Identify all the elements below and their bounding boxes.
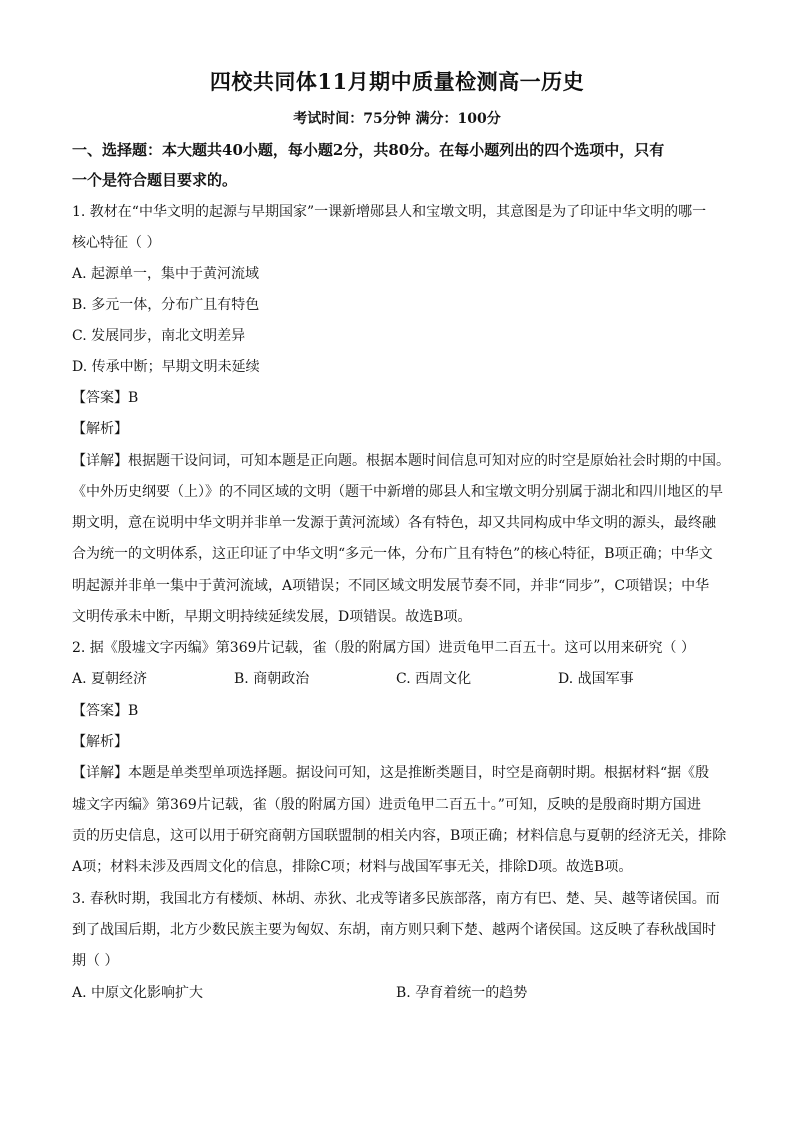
q3-stem-line: 3. 春秋时期，我国北方有楼烦、林胡、赤狄、北戎等诸多民族部落，南方有巴、楚、吴、越等诸侯国。而 (72, 891, 720, 907)
q1-detail-line: 期文明，意在说明中华文明并非单一发源于黄河流域）各有特色，却又共同构成中华文明的源头，最终融 (72, 515, 716, 531)
q1-detail-line: 《中外历史纲要（上）》的不同区域的文明（题干中新增的郧县人和宝墩文明分别属于湖北和四川地区的早 (72, 484, 723, 500)
q2-detail-line: A项；材料未涉及西周文化的信息，排除C项；材料与战国军事无关，排除D项。故选B项。 (72, 859, 633, 875)
q1-option-b: B. 多元一体，分布广且有特色 (72, 297, 260, 313)
q2-detail-line: 贡的历史信息，这可以用于研究商朝方国联盟制的相关内容，B项正确；材料信息与夏朝的经济无关，排除 (72, 828, 727, 844)
q2-analysis-label: 【解析】 (72, 734, 128, 750)
q3-stem-line: 期（ ） (72, 953, 119, 969)
section-heading-line2: 一个是符合题目要求的。 (72, 171, 238, 189)
q1-option-c: C. 发展同步，南北文明差异 (72, 328, 246, 344)
q1-analysis-label: 【解析】 (72, 421, 128, 437)
q2-option-c: C. 西周文化 (396, 671, 472, 687)
q2-option-d: D. 战国军事 (558, 671, 634, 687)
q3-option-a: A. 中原文化影响扩大 (72, 985, 204, 1001)
q1-detail-line: 文明传承未中断，早期文明持续延续发展，D项错误。故选B项。 (72, 609, 472, 625)
page-title: 四校共同体11月期中质量检测高一历史 (209, 69, 585, 94)
q1-stem-line2: 核心特征（ ） (72, 235, 161, 251)
q1-answer: 【答案】B (72, 390, 139, 406)
q3-option-b: B. 孕育着统一的趋势 (396, 985, 528, 1001)
q3-stem-line: 到了战国后期，北方少数民族主要为匈奴、东胡，南方则只剩下楚、越两个诸侯国。这反映了春秋战国时 (72, 922, 716, 938)
q2-answer: 【答案】B (72, 703, 139, 719)
q2-detail-line: 墟文字丙编》第369片记载，雀（殷的附属方国）进贡龟甲二百五十。”可知，反映的是殷商时期方国进 (72, 797, 701, 813)
q2-detail-line: 【详解】本题是单类型单项选择题。据设问可知，这是推断类题目，时空是商朝时期。根据材料“据《殷 (72, 765, 710, 781)
q1-option-d: D. 传承中断；早期文明未延续 (72, 359, 260, 375)
q1-detail-line: 【详解】根据题干设问词，可知本题是正向题。根据本题时间信息可知对应的时空是原始社会时期的中国。 (72, 453, 730, 469)
exam-info: 考试时间：75分钟 满分：100分 (293, 111, 501, 127)
q1-stem-line1: 1. 教材在“中华文明的起源与早期国家”一课新增郧县人和宝墩文明，其意图是为了印证中华文明的哪一 (72, 204, 707, 220)
q2-option-b: B. 商朝政治 (234, 671, 310, 687)
q2-stem-line1: 2. 据《殷墟文字丙编》第369片记载，雀（殷的附属方国）进贡龟甲二百五十。这可以用来研究（ ） (72, 640, 695, 656)
q1-option-a: A. 起源单一，集中于黄河流域 (72, 266, 260, 282)
q2-option-a: A. 夏朝经济 (72, 671, 148, 687)
section-heading-line1: 一、选择题：本大题共40小题，每小题2分，共80分。在每小题列出的四个选项中，只有 (72, 141, 665, 159)
q1-detail-line: 合为统一的文明体系，这正印证了中华文明“多元一体，分布广且有特色”的核心特征，B项正确；中华文 (72, 546, 713, 562)
q1-detail-line: 明起源并非单一集中于黄河流域，A项错误；不同区域文明发展节奏不同，并非“同步”，C项错误；中华 (72, 578, 710, 594)
